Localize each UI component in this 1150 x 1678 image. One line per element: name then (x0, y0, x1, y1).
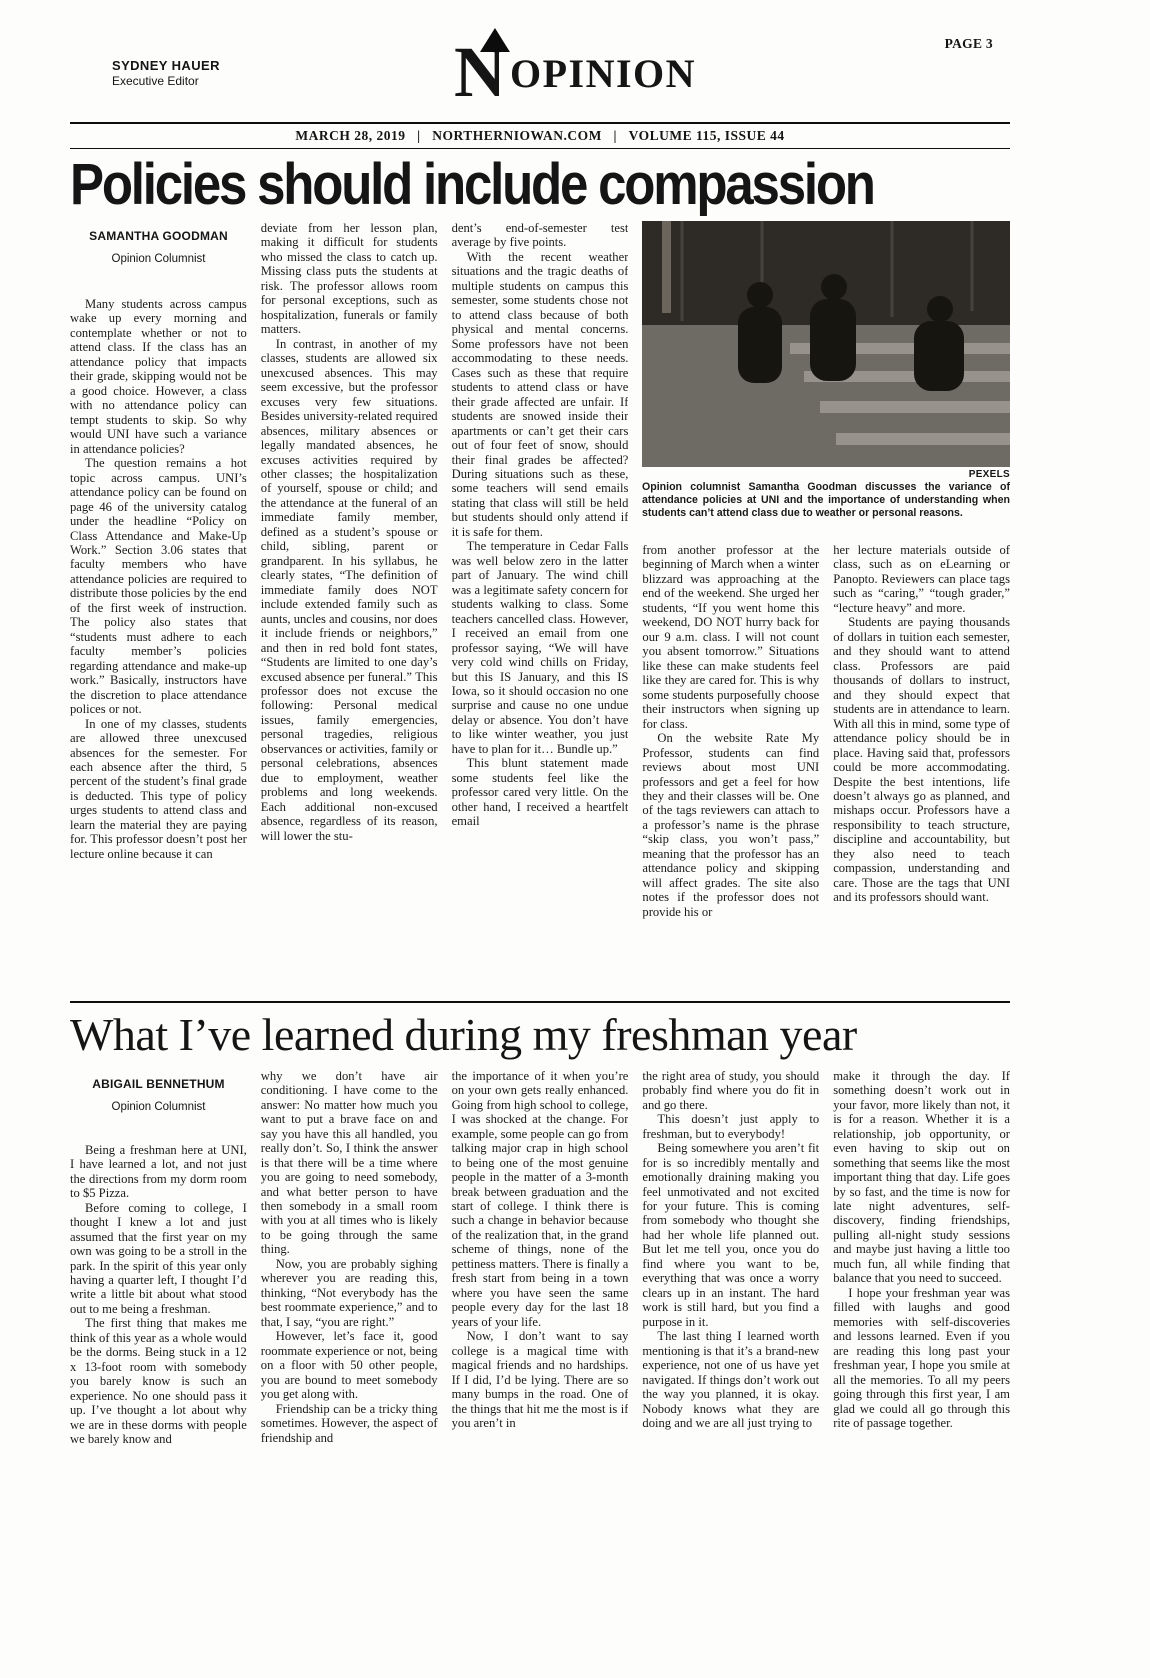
masthead (453, 32, 697, 112)
logo-letter: N (453, 32, 506, 112)
editor-title: Executive Editor (112, 74, 199, 88)
paragraph: On the website Rate My Professor, students can find reviews about most UNI professors and get a feel for how they and their classes will be. One of the tags reviewers can attach to a professor’s name is the phrase “skip class, you won’t pass,” meaning that the professor has an attendance policy and skipping will affect grades. The site also notes if the professor does not provide his or (642, 731, 820, 919)
paragraph: Now, I don’t want to say college is a magical time with magical friends and no hardships. If I did, I’d be lying. There are so many bumps in the road. One of the things that hit me the most is if you aren’t in (451, 1329, 629, 1431)
paragraph: With the recent weather situations and the tragic deaths of multiple students on campus this semester, some students chose not to attend class because of both physical and mental concerns. Some professors have not been accommodating to these needs. Cases such as these that require students to attend class or have their grade affected are unfair. If students are snowed inside their apartments or can’t get their cars out of four feet of snow, should their final grades be affected? During situations such as these, some teachers will send emails stating that class will still be held but students should only attend if it is safe for them. (451, 249, 629, 539)
paragraph: Being a freshman here at UNI, I have learned a lot, and not just the directions from my dorm room to $5 Pizza. (70, 1142, 247, 1201)
dateline: MARCH 28, 2019 | NORTHERNIOWAN.COM | VOLUME 115, ISSUE 44 (295, 127, 785, 143)
byline-name: SAMANTHA GOODMAN (89, 229, 228, 243)
editor-credit (112, 58, 220, 88)
article2-title: What I’ve learned during my freshman year (70, 1008, 857, 1060)
article-column (70, 221, 247, 997)
article2-body (70, 1069, 1010, 1678)
paragraph: The last thing I learned worth mentioning is that it’s a brand-new experience, not one of us have yet navigated. If things don’t work out the way you planned, it is okay. Nobody knows what they are doing and we are all just trying to (642, 1329, 820, 1431)
paragraph: the importance of it when you’re on your own gets really enhanced. Going from high school to college, I was shocked at the change. For example, some people can go from talking major crap in high school to being one of the most genuine people in the matter of a 3-month break between graduation and the start of college. I think there is such a change in behavior because of the realization that, in the grand scheme of things, none of the pettiness matters. There is finally a fresh start from being in a town where you have seen the same people every day for the last 18 years of your life. (451, 1068, 629, 1329)
article-policies (70, 151, 1010, 997)
article-column (642, 1069, 819, 1678)
article-column (452, 1069, 629, 1678)
paragraph: why we don’t have air conditioning. I have come to the answer: No matter how much you want to put a brave face on and say you have this all handled, you really don’t. So, I think the answer is that there will be a time where you are going to need somebody, and what better person to have then somebody in a small room with you at all times who is likely to be going through the same thing. (260, 1068, 438, 1257)
paragraph: Friendship can be a tricky thing sometimes. However, the aspect of friendship and (260, 1401, 438, 1445)
paragraph: Being somewhere you aren’t fit for is so incredibly mentally and emotionally draining making you feel unmotivated and not excited for your future. This is coming from somebody who thought she had her whole life planned out. But let me tell you, once you do find where you want to be, everything that was once a worry clears up in an instant. The hard work is still hard, but you find a purpose in it. (642, 1141, 820, 1329)
paragraph: dent’s end-of-semester test average by five points. (451, 221, 629, 250)
article1-photo-figure (642, 221, 1010, 521)
page-header (0, 0, 1150, 122)
northern-iowan-logo (453, 32, 506, 112)
paragraph: The question remains a hot topic across campus. UNI’s attendance policy can be found on page 46 of the university catalog under the headline “Policy on Class Attendance and Make-Up Work.” Section 3.06 states that faculty members who have attendance policies are required to distribute those policies by the end of the first week of instruction. The policy also states that “students must adhere to each faculty member’s policies regarding attendance and make-up work.” Basically, instructors have the discretion to place attendance polices or not. (70, 456, 247, 717)
paragraph: The first thing that makes me think of this year as a whole would be the dorms. Being stuck in a 12 x 13-foot room with somebody you barely know is such an experience. No one should pass it up. I’ve thought a lot about why we are in these dorms with people we barely know and (70, 1316, 247, 1447)
logo-triangle-icon (480, 28, 510, 52)
divider-articles (70, 1001, 1010, 1003)
article-freshman-year (70, 1008, 1010, 1678)
paragraph: This blunt statement made some students feel like the professor cared very little. On the other hand, I received a heartfelt email (451, 756, 629, 829)
paragraph: This doesn’t just apply to freshman, but to everybody! (642, 1112, 820, 1141)
byline-title: Opinion Columnist (111, 253, 206, 265)
article-column (452, 221, 629, 997)
article-column (833, 1069, 1010, 1678)
article2-byline (70, 1077, 247, 1113)
article-column (261, 221, 438, 997)
paragraph: In contrast, in another of my classes, students are allowed six unexcused absences. This may seem excessive, but the professor excuses very few situations. Besides university-related required absences, military absences or legally mandated absences, he excuses activities required by other classes; the hospitalization of yourself, spouse or child; and the attendance at the funeral of an immediate family member, defined as a student’s spouse or child, sibling, parent or grandparent. In his syllabus, he clearly states, “The definition of immediate family does NOT include extended family such as aunts, uncles and cousins, nor does it include friends or neighbors,” and then in red bold font states, “Students are limited to one day’s excused absence per funeral.” This professor does not excuse the following: Personal medical issues, family emergencies, personal tragedies, religious observances or activities, family or personal celebrations, absences due to employment, weather problems and long weekends. Each additional non-excused absence, regardless of its reason, will lower the stu- (260, 336, 438, 843)
paragraph: Before coming to college, I thought I knew a lot and just assumed that the first year on my own was going to be a stroll in the park. In the spirit of this year only having a quarter left, I thought I’d write a little bit about what stood out to me being a freshman. (70, 1200, 247, 1316)
article1-body (70, 221, 1010, 997)
paragraph: The temperature in Cedar Falls was well below zero in the latter part of January. The wind chill was a legitimate safety concern for students walking to class. Some teachers cancelled class. However, I received an email from one professor saying, “We will have very cold wind chills on Friday, but this IS January, and this IS Iowa, so it should occasion no one surprise and cause no one undue delay or absence. You don’t have to like winter weather, you just have to plan for it… Bundle up.” (451, 539, 629, 756)
page-number: PAGE 3 (944, 36, 993, 51)
editor-name: SYDNEY HAUER (112, 58, 220, 73)
photo-caption: Opinion columnist Samantha Goodman discusses the variance of attendance policies at UNI and the importance of understanding when students can’t attend class due to weather or personal reasons. (642, 481, 1010, 520)
paragraph: Now, you are probably sighing wherever you are reading this, thinking, “Not everybody has the best roommate experience,” and to that, I say, “you are right.” (260, 1256, 438, 1329)
paragraph: I hope your freshman year was filled with laughs and good memories with self-discoveries and lessons learned. Even if you are reading this long past your freshman year, I hope you smile at all the memories. To all my peers going through this first year, I am glad we could all go through this rite of passage together. (833, 1285, 1010, 1431)
article-photo (642, 221, 1010, 467)
paragraph: Students are paying thousands of dollars in tuition each semester, and they should want to attend class. Professors are paid thousands of dollars to instruct, and they should expect that students are in attendance to learn. With all this in mind, some type of attendance policy should be in place. Having said that, professors could be more accommodating. Despite the best intentions, life doesn’t always go as planned, and mishaps occur. Professors have a responsibility to teach structure, discipline and accountability, but they also need to teach compassion, understanding and care. Those are the tags that UNI and its professors should want. (833, 615, 1010, 905)
photo-credit: PEXELS (968, 469, 1010, 480)
paragraph: from another professor at the beginning of March when a winter blizzard was approaching at the end of the weekend. She urged her students, “If you went home this weekend, DO NOT hurry back for our 9 a.m. class. I will not count you absent tomorrow.” Situations like these can make students feel like they are cared for. This is why some students purposefully choose their instructors when signing up for class. (642, 543, 820, 731)
article1-byline (70, 229, 247, 265)
section-title: OPINION (509, 50, 697, 96)
paragraph: Many students across campus wake up every morning and contemplate whether or not to attend class. If the class has an attendance policy that impacts their grade, skipping would not be a good choice. However, a class with no attendance policy can tempt students to skip. So why would UNI have such a variance in attendance policies? (70, 297, 247, 456)
article2-columns (70, 1069, 1010, 1678)
paragraph: her lecture materials outside of class, such as on eLearning or Panopto. Reviewers can place tags such as “caring,” “tough grader,” “lecture heavy” and more. (833, 543, 1010, 615)
article-column (261, 1069, 438, 1678)
byline-title: Opinion Columnist (111, 1100, 206, 1113)
article1-title: Policies should include compassion (70, 151, 874, 217)
paragraph: the right area of study, you should probably find where you do fit in and go there. (642, 1068, 820, 1112)
paragraph: However, let’s face it, good roommate experience or not, being on a floor with 50 other people, you are bound to meet somebody you get along with. (260, 1329, 438, 1402)
paragraph: In one of my classes, students are allowed three unexcused absences for the semester. For each absence after the third, 5 percent of the student’s final grade is deducted. This type of policy urges students to attend class and learn the material they are paying for. This professor doesn’t post her lecture online because it can (70, 716, 247, 861)
divider-dateline (70, 148, 1010, 150)
byline-name: ABIGAIL BENNETHUM (92, 1076, 225, 1091)
paragraph: deviate from her lesson plan, making it difficult for students who missed the class to catch up. Missing class puts the students at risk. The professor allows room for personal exceptions, such as hospitalization, funerals or family matters. (260, 221, 438, 337)
article-column (70, 1069, 247, 1678)
paragraph: make it through the day. If something doesn’t work out in your favor, more likely than not, it is for a reason. Whether it is a relationship, job opportunity, or even having to skip out on something that seems like the most important thing that day. Life goes by so fast, and the time is now for late night adventures, self-discovery, finding friendships, pulling all-night study sessions and maybe just having a little too much fun, all while finding that balance that you need to succeed. (833, 1068, 1010, 1286)
